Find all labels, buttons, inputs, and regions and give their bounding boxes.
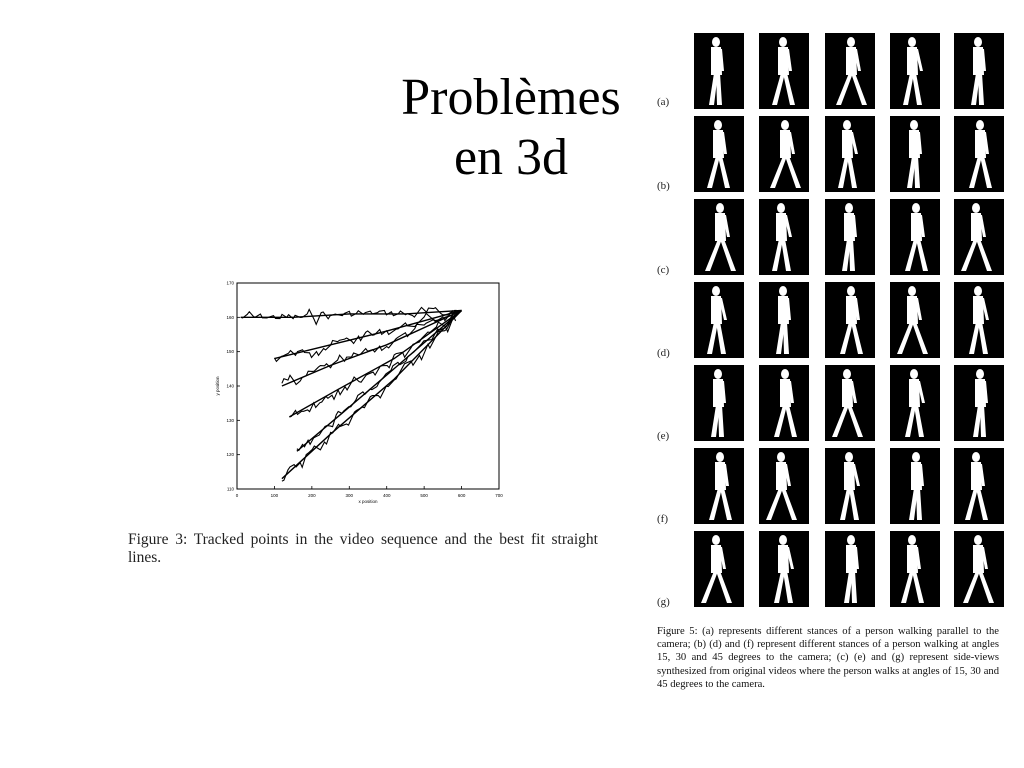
y-tick-label-2: 130 <box>226 417 234 423</box>
fit-line-3 <box>289 310 461 416</box>
walking-person-silhouette <box>954 282 1004 358</box>
silhouette-cell <box>759 365 809 441</box>
silhouette-cell <box>890 531 940 607</box>
silhouette-cell <box>759 282 809 358</box>
silhouette-cell <box>759 116 809 192</box>
y-tick-label-4: 150 <box>226 349 234 355</box>
silhouette-cell <box>694 365 744 441</box>
walking-person-silhouette <box>694 199 744 275</box>
title-line-1: Problèmes <box>401 69 621 126</box>
row-label-6: (g) <box>657 596 670 608</box>
silhouette-cell <box>890 448 940 524</box>
silhouette-cell <box>954 282 1004 358</box>
silhouette-cell <box>890 282 940 358</box>
walking-person-silhouette <box>694 365 744 441</box>
walking-person-silhouette <box>694 531 744 607</box>
silhouette-cell <box>759 199 809 275</box>
x-tick-label-5: 500 <box>420 493 428 498</box>
silhouette-cell <box>954 448 1004 524</box>
walking-person-silhouette <box>759 531 809 607</box>
walking-person-silhouette <box>694 282 744 358</box>
fit-line-4 <box>297 310 462 451</box>
slide-title <box>330 68 692 188</box>
walking-person-silhouette <box>825 365 875 441</box>
walking-person-silhouette <box>759 365 809 441</box>
silhouette-cell <box>759 531 809 607</box>
silhouette-cell <box>694 531 744 607</box>
walking-person-silhouette <box>890 365 940 441</box>
silhouette-cell <box>759 448 809 524</box>
figure-5-caption: Figure 5: (a) represents different stances of a person walking parallel to the camera; (b) (d) and (f) represent different stances of a person walking at angles 15, 30 and 45 degrees to the camera; (c) (e) and (g) represent side-views synthesized from original videos where the person walks at angles of 15, 30 and 45 degrees to the camera. <box>657 626 999 690</box>
y-tick-label-6: 170 <box>226 280 234 286</box>
silhouette-cell <box>954 116 1004 192</box>
walking-person-silhouette <box>954 33 1004 109</box>
silhouette-cell <box>890 365 940 441</box>
silhouette-cell <box>890 199 940 275</box>
silhouette-cell <box>694 282 744 358</box>
x-tick-label-7: 700 <box>495 493 503 498</box>
y-tick-label-3: 140 <box>226 383 234 389</box>
silhouette-cell <box>825 116 875 192</box>
silhouette-cell <box>694 33 744 109</box>
walking-person-silhouette <box>825 448 875 524</box>
x-axis-label: x position <box>358 499 378 504</box>
silhouette-cell <box>694 199 744 275</box>
silhouette-cell <box>890 116 940 192</box>
walking-person-silhouette <box>825 116 875 192</box>
silhouette-cell <box>759 33 809 109</box>
x-tick-label-4: 400 <box>382 493 391 498</box>
row-label-3: (d) <box>657 347 670 359</box>
y-axis-label: y position <box>215 376 220 396</box>
figure-5-silhouette-grid <box>694 33 1006 608</box>
walking-person-silhouette <box>694 116 744 192</box>
walking-person-silhouette <box>759 282 809 358</box>
walking-person-silhouette <box>825 33 875 109</box>
walking-person-silhouette <box>759 116 809 192</box>
silhouette-cell <box>825 531 875 607</box>
fit-line-5 <box>282 310 462 478</box>
silhouette-cell <box>694 448 744 524</box>
silhouette-cell <box>954 365 1004 441</box>
silhouette-cell <box>825 448 875 524</box>
walking-person-silhouette <box>890 33 940 109</box>
walking-person-silhouette <box>890 531 940 607</box>
walking-person-silhouette <box>890 282 940 358</box>
silhouette-cell <box>954 531 1004 607</box>
y-tick-label-5: 160 <box>226 314 234 320</box>
row-label-2: (c) <box>657 264 670 276</box>
row-label-1: (b) <box>657 180 670 192</box>
x-tick-label-0: 0 <box>235 493 239 498</box>
walking-person-silhouette <box>694 448 744 524</box>
walking-person-silhouette <box>759 448 809 524</box>
row-label-0: (a) <box>657 96 670 108</box>
walking-person-silhouette <box>890 199 940 275</box>
walking-person-silhouette <box>825 199 875 275</box>
figure-3-caption: Figure 3: Tracked points in the video sequence and the best fit straight lines. <box>128 531 598 566</box>
y-tick-label-1: 120 <box>226 452 234 458</box>
silhouette-cell <box>825 365 875 441</box>
walking-person-silhouette <box>694 33 744 109</box>
silhouette-cell <box>954 33 1004 109</box>
walking-person-silhouette <box>890 448 940 524</box>
title-line-2: en 3d <box>453 129 569 186</box>
silhouette-cell <box>694 116 744 192</box>
fit-line-2 <box>282 310 462 386</box>
walking-person-silhouette <box>954 531 1004 607</box>
walking-person-silhouette <box>954 199 1004 275</box>
walking-person-silhouette <box>759 33 809 109</box>
walking-person-silhouette <box>954 448 1004 524</box>
row-label-5: (f) <box>657 513 668 525</box>
silhouette-cell <box>954 199 1004 275</box>
x-tick-label-2: 200 <box>308 493 316 498</box>
silhouette-cell <box>825 33 875 109</box>
y-tick-label-0: 110 <box>226 486 234 492</box>
silhouette-cell <box>825 199 875 275</box>
silhouette-cell <box>890 33 940 109</box>
walking-person-silhouette <box>890 116 940 192</box>
x-tick-label-1: 100 <box>270 493 279 498</box>
x-tick-label-3: 300 <box>345 493 354 498</box>
silhouette-cell <box>825 282 875 358</box>
walking-person-silhouette <box>825 282 875 358</box>
walking-person-silhouette <box>759 199 809 275</box>
row-label-4: (e) <box>657 430 670 442</box>
x-tick-label-6: 600 <box>457 493 466 498</box>
walking-person-silhouette <box>954 116 1004 192</box>
figure-3-plot <box>213 279 505 505</box>
walking-person-silhouette <box>954 365 1004 441</box>
walking-person-silhouette <box>825 531 875 607</box>
track-3 <box>289 312 455 418</box>
